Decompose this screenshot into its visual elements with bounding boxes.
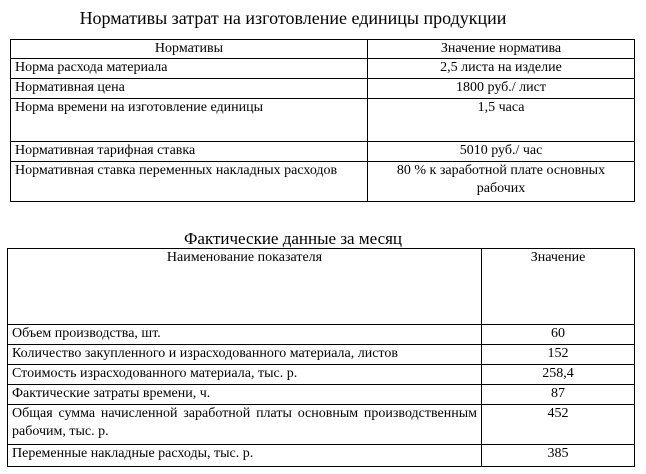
norms-table bbox=[10, 39, 635, 202]
table-row bbox=[11, 99, 635, 142]
indicator-value-cell: 452 bbox=[482, 405, 635, 445]
table1-title: Нормативы затрат на изготовление единицы продукции bbox=[79, 8, 507, 28]
norm-value-cell: 80 % к заработной плате основных рабочих bbox=[368, 162, 635, 202]
indicator-value-cell: 87 bbox=[482, 385, 635, 405]
indicator-name-cell: Фактические затраты времени, ч. bbox=[8, 385, 482, 405]
norm-name-cell: Нормативная ставка переменных накладных расходов bbox=[11, 162, 368, 202]
header-cell: Наименование показателя bbox=[8, 249, 482, 325]
table-row bbox=[8, 365, 635, 385]
table-row bbox=[8, 325, 635, 345]
table-row bbox=[11, 142, 635, 162]
indicator-value-cell: 385 bbox=[482, 445, 635, 467]
header-cell: Значение bbox=[482, 249, 635, 325]
table-header-row bbox=[8, 249, 635, 325]
norm-value-cell: 2,5 листа на изделие bbox=[368, 59, 635, 79]
actual-data-table bbox=[7, 248, 635, 467]
indicator-name-cell: Количество закупленного и израсходованного материала, листов bbox=[8, 345, 482, 365]
table-row bbox=[8, 385, 635, 405]
indicator-value-cell: 152 bbox=[482, 345, 635, 365]
indicator-value-cell: 258,4 bbox=[482, 365, 635, 385]
norm-value-cell: 1800 руб./ лист bbox=[368, 79, 635, 99]
table-row bbox=[11, 79, 635, 99]
table-row bbox=[11, 59, 635, 79]
indicator-name-cell: Переменные накладные расходы, тыс. р. bbox=[8, 445, 482, 467]
indicator-name-cell: Стоимость израсходованного материала, тыс. р. bbox=[8, 365, 482, 385]
table-row bbox=[8, 345, 635, 365]
header-cell: Нормативы bbox=[11, 40, 368, 59]
table-row bbox=[11, 162, 635, 202]
table2-title: Фактические данные за месяц bbox=[183, 229, 403, 248]
table-row bbox=[8, 445, 635, 467]
indicator-name-cell: Объем производства, шт. bbox=[8, 325, 482, 345]
table-row bbox=[8, 405, 635, 445]
norm-value-cell: 5010 руб./ час bbox=[368, 142, 635, 162]
indicator-name-cell: Общая сумма начисленной заработной платы основным производственным рабочим, тыс. р. bbox=[8, 405, 482, 445]
indicator-value-cell: 60 bbox=[482, 325, 635, 345]
norm-name-cell: Норма времени на изготовление единицы bbox=[11, 99, 368, 142]
table-header-row bbox=[11, 40, 635, 59]
norm-name-cell: Нормативная тарифная ставка bbox=[11, 142, 368, 162]
norm-name-cell: Нормативная цена bbox=[11, 79, 368, 99]
header-cell: Значение норматива bbox=[368, 40, 635, 59]
norm-value-cell: 1,5 часа bbox=[368, 99, 635, 142]
norm-name-cell: Норма расхода материала bbox=[11, 59, 368, 79]
